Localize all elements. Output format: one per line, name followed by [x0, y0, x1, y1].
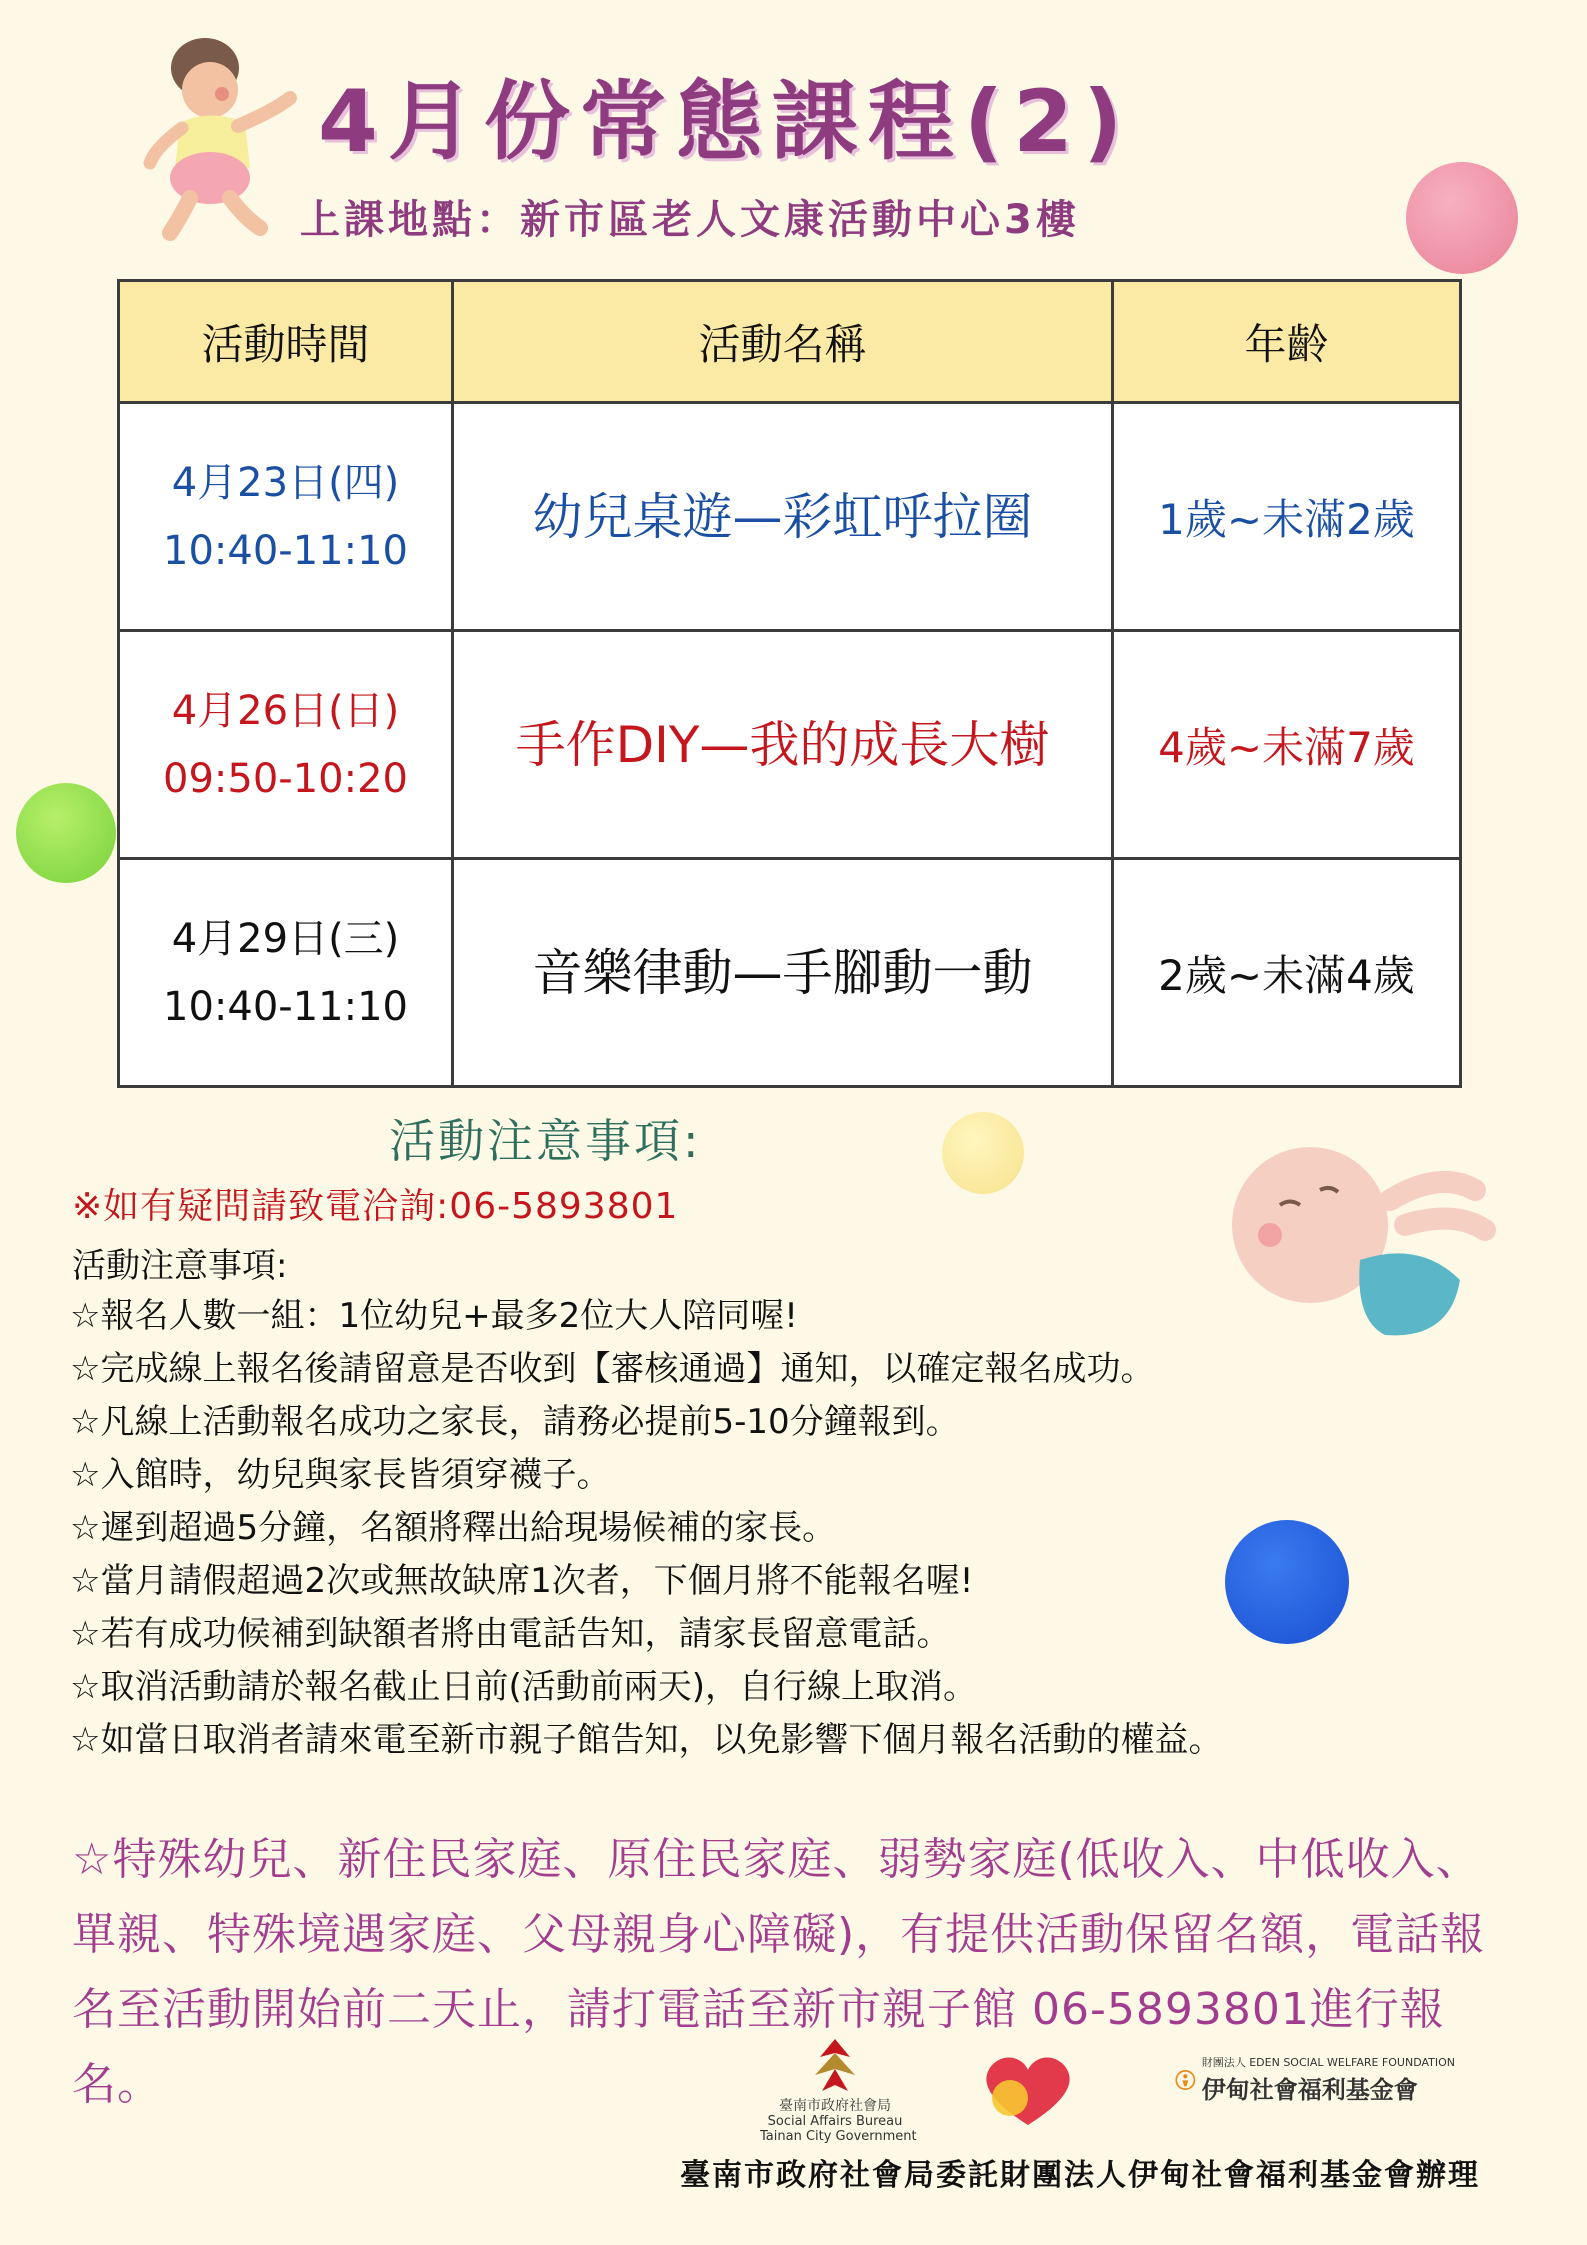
location-subtitle: 上課地點：新市區老人文康活動中心3樓 — [300, 197, 1080, 243]
header-time: 活動時間 — [119, 281, 453, 403]
notes-list — [70, 1290, 1222, 1767]
bureau-name-en: Social Affairs Bureau — [767, 2114, 903, 2129]
bureau-name: 臺南市政府社會局 — [779, 2098, 891, 2114]
row-activity-name: 幼兒桌遊—彩虹呼拉圈 — [453, 403, 1113, 631]
page-title: 4月份常態課程(2) — [318, 72, 1133, 172]
table-header-row — [119, 281, 1461, 403]
row-age: 2歲~未滿4歲 — [1113, 859, 1461, 1087]
row-time: 10:40-11:10 — [163, 983, 408, 1030]
list-item: ☆報名人數一組：1位幼兒+最多2位大人陪同喔! — [70, 1296, 798, 1336]
row-activity-name: 音樂律動—手腳動一動 — [453, 859, 1113, 1087]
eden-foundation-name: 伊甸社會福利基金會 — [1201, 2076, 1418, 2104]
row-date: 4月23日(四) — [171, 459, 400, 506]
schedule-table — [117, 279, 1462, 1088]
list-item: ☆遲到超過5分鐘，名額將釋出給現場候補的家長。 — [70, 1508, 837, 1548]
list-item: ☆當月請假超過2次或無故缺席1次者，下個月將不能報名喔! — [70, 1561, 974, 1601]
header-age: 年齡 — [1113, 281, 1461, 403]
list-item: ☆完成線上報名後請留意是否收到【審核通過】通知，以確定報名成功。 — [70, 1349, 1155, 1389]
social-affairs-bureau-logo — [760, 2035, 917, 2144]
list-item: ☆取消活動請於報名截止日前(活動前兩天)，自行線上取消。 — [70, 1667, 978, 1707]
eden-emblem-icon — [1175, 2055, 1196, 2105]
row-age: 1歲~未滿2歲 — [1113, 403, 1461, 631]
row-time-cell — [119, 859, 453, 1087]
eden-foundation-logo — [1175, 2055, 1455, 2105]
row-date: 4月29日(三) — [171, 915, 400, 962]
list-item: ☆如當日取消者請來電至新市親子館告知，以免影響下個月報名活動的權益。 — [70, 1720, 1223, 1760]
row-age: 4歲~未滿7歲 — [1113, 631, 1461, 859]
header-name: 活動名稱 — [453, 281, 1113, 403]
blue-bubble-decoration — [1225, 1520, 1349, 1644]
table-row — [119, 631, 1461, 859]
pink-bubble-decoration — [1406, 162, 1518, 274]
contact-phone-note: ※如有疑問請致電洽詢:06-5893801 — [72, 1186, 679, 1227]
row-activity-name: 手作DIY—我的成長大樹 — [453, 631, 1113, 859]
heart-logo — [978, 2050, 1088, 2134]
notes-heading: 活動注意事項: — [389, 1114, 702, 1168]
eden-foundation-en: 財團法人 EDEN SOCIAL WELFARE FOUNDATION — [1201, 2056, 1455, 2069]
heart-icon — [978, 2050, 1078, 2130]
special-reservation-note: ☆特殊幼兒、新住民家庭、原住民家庭、弱勢家庭(低收入、中低收入、單親、特殊境遇家庭、父母親身心障礙)，有提供活動保留名額，電話報名至活動開始前二天止，請打電話至新市親子館 06-5893801進行報名。 — [72, 1834, 1486, 2110]
bureau-city-en: Tainan City Government — [760, 2129, 917, 2144]
organizer-footer: 臺南市政府社會局委託財團法人伊甸社會福利基金會辦理 — [680, 2158, 1480, 2193]
bureau-emblem-icon — [800, 2035, 870, 2095]
row-time: 10:40-11:10 — [163, 527, 408, 574]
row-time: 09:50-10:20 — [163, 755, 408, 802]
notes-label: 活動注意事項: — [72, 1246, 288, 1286]
list-item: ☆入館時，幼兒與家長皆須穿襪子。 — [70, 1455, 611, 1495]
row-time-cell — [119, 403, 453, 631]
yellow-bubble-decoration — [942, 1112, 1024, 1194]
list-item: ☆若有成功候補到缺額者將由電話告知，請家長留意電話。 — [70, 1614, 951, 1654]
row-date: 4月26日(日) — [171, 687, 400, 734]
green-bubble-decoration — [16, 783, 116, 883]
table-row — [119, 859, 1461, 1087]
row-time-cell — [119, 631, 453, 859]
table-row — [119, 403, 1461, 631]
lying-baby-illustration — [1210, 1130, 1510, 1360]
list-item: ☆凡線上活動報名成功之家長，請務必提前5-10分鐘報到。 — [70, 1402, 960, 1442]
walking-baby-illustration — [110, 28, 310, 248]
